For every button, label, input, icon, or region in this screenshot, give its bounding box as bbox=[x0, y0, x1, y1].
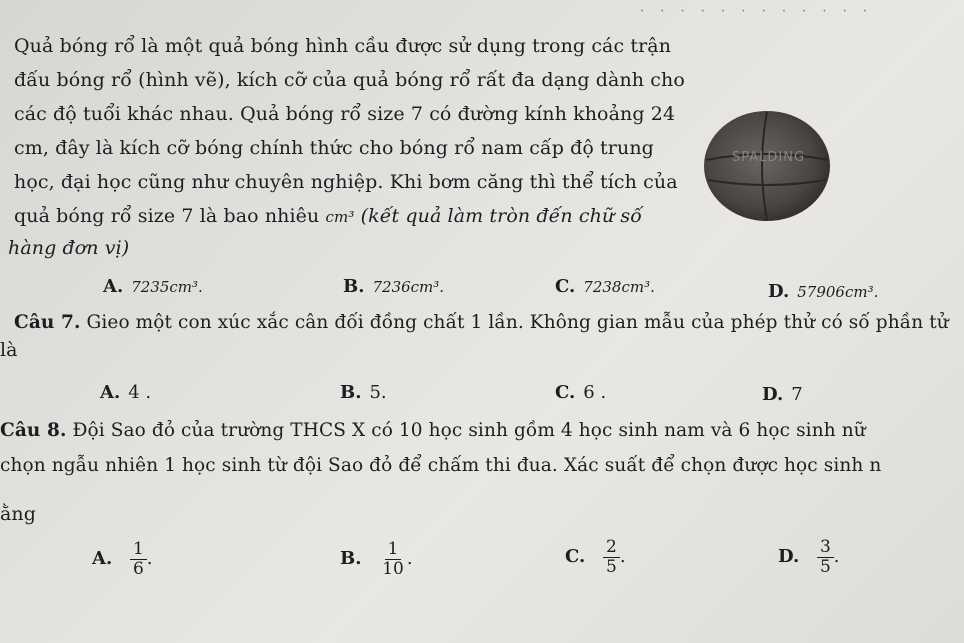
numerator: 1 bbox=[385, 540, 402, 560]
option-letter: D. bbox=[768, 281, 790, 302]
ball-brand-text: SPALDING bbox=[732, 150, 806, 165]
denominator: 10 bbox=[382, 558, 404, 579]
q8-line-2: chọn ngẫu nhiên 1 học sinh từ đội Sao đỏ để chấm thi đua. Xác suất để chọn được học sinh n bbox=[0, 455, 882, 476]
fraction bbox=[130, 540, 147, 578]
denominator: 6 bbox=[132, 558, 144, 579]
q6-line-7: hàng đơn vị) bbox=[8, 237, 130, 259]
q6-unit: cm³ bbox=[325, 208, 355, 226]
option-value: 7235cm³. bbox=[131, 278, 203, 296]
q7-label: Câu 7. bbox=[14, 312, 81, 333]
q6-line-1: Quả bóng rổ là một quả bóng hình cầu được sử dụng trong các trận bbox=[14, 35, 672, 57]
numerator: 3 bbox=[817, 538, 834, 558]
q7-option-d bbox=[762, 384, 803, 405]
option-letter: C. bbox=[565, 546, 586, 568]
faded-header-text: · · · · · · · · · · · · bbox=[640, 4, 874, 19]
numerator: 2 bbox=[603, 538, 620, 558]
q6-option-a bbox=[103, 276, 203, 297]
option-value: 6 . bbox=[583, 382, 607, 403]
q6-line-2: đấu bóng rổ (hình vẽ), kích cỡ của quả bóng rổ rất đa dạng dành cho bbox=[14, 69, 685, 91]
q7-option-c bbox=[555, 382, 606, 403]
q6-option-d bbox=[768, 281, 878, 302]
basketball-icon bbox=[702, 110, 832, 222]
option-letter: C. bbox=[555, 276, 576, 297]
q7-line-1 bbox=[14, 312, 949, 333]
denominator: 5 bbox=[819, 556, 831, 577]
q8-option-b: B. $\frac{1}{10}$ . bbox=[340, 539, 413, 579]
q6-line-4: cm, đây là kích cỡ bóng chính thức cho bóng rổ nam cấp độ trung bbox=[14, 137, 654, 159]
option-value: 7 bbox=[791, 384, 803, 405]
denominator: 5 bbox=[606, 556, 617, 577]
q8-text: Đội Sao đỏ của trường THCS X có 10 học sinh gồm 4 học sinh nam và 6 học sinh nữ bbox=[72, 420, 866, 441]
q8-line-3: ằng bbox=[0, 503, 37, 525]
numerator: 1 bbox=[130, 540, 147, 560]
q7-text: Gieo một con xúc xắc cân đối đồng chất 1 lần. Không gian mẫu của phép thử có số phần tử bbox=[86, 312, 949, 333]
option-letter: A. bbox=[100, 382, 121, 403]
q6-line-6 bbox=[14, 205, 642, 227]
option-letter: B. bbox=[340, 548, 362, 570]
option-value: 5. bbox=[369, 382, 387, 403]
option-value: 7238cm³. bbox=[583, 278, 655, 296]
fraction bbox=[379, 540, 407, 578]
q8-option-a: A. $\frac{1}{6}$ . bbox=[92, 539, 153, 579]
option-letter: D. bbox=[778, 546, 800, 568]
option-letter: A. bbox=[92, 548, 113, 570]
q6-line-6-text: quả bóng rổ size 7 là bao nhiêu bbox=[14, 205, 320, 227]
q8-line-1 bbox=[0, 420, 866, 441]
q8-option-c: C. $\frac{2}{5}$ . bbox=[565, 537, 626, 577]
option-value: 57906cm³. bbox=[797, 283, 879, 301]
top-edge-text bbox=[600, 0, 964, 30]
q6-option-c bbox=[555, 276, 655, 297]
q6-option-b bbox=[343, 276, 444, 297]
option-value: 4 . bbox=[128, 382, 152, 403]
fraction bbox=[817, 538, 834, 576]
option-letter: A. bbox=[103, 276, 124, 297]
q7-option-a bbox=[100, 382, 151, 403]
q6-line-3: các độ tuổi khác nhau. Quả bóng rổ size 7 có đường kính khoảng 24 bbox=[14, 103, 676, 125]
option-letter: B. bbox=[340, 382, 362, 403]
q6-line-5: học, đại học cũng như chuyên nghiệp. Khi bơm căng thì thể tích của bbox=[14, 171, 678, 193]
fraction bbox=[603, 538, 620, 576]
option-letter: D. bbox=[762, 384, 784, 405]
q7-option-b bbox=[340, 382, 387, 403]
option-letter: C. bbox=[555, 382, 576, 403]
q8-label: Câu 8. bbox=[0, 420, 67, 441]
q7-line-2: là bbox=[0, 339, 18, 361]
option-letter: B. bbox=[343, 276, 365, 297]
basketball-image bbox=[702, 110, 832, 222]
q6-rounding-note: (kết quả làm tròn đến chữ số bbox=[360, 205, 643, 227]
q8-option-d: D. $\frac{3}{5}$ . bbox=[778, 537, 840, 577]
option-value: 7236cm³. bbox=[372, 278, 445, 296]
